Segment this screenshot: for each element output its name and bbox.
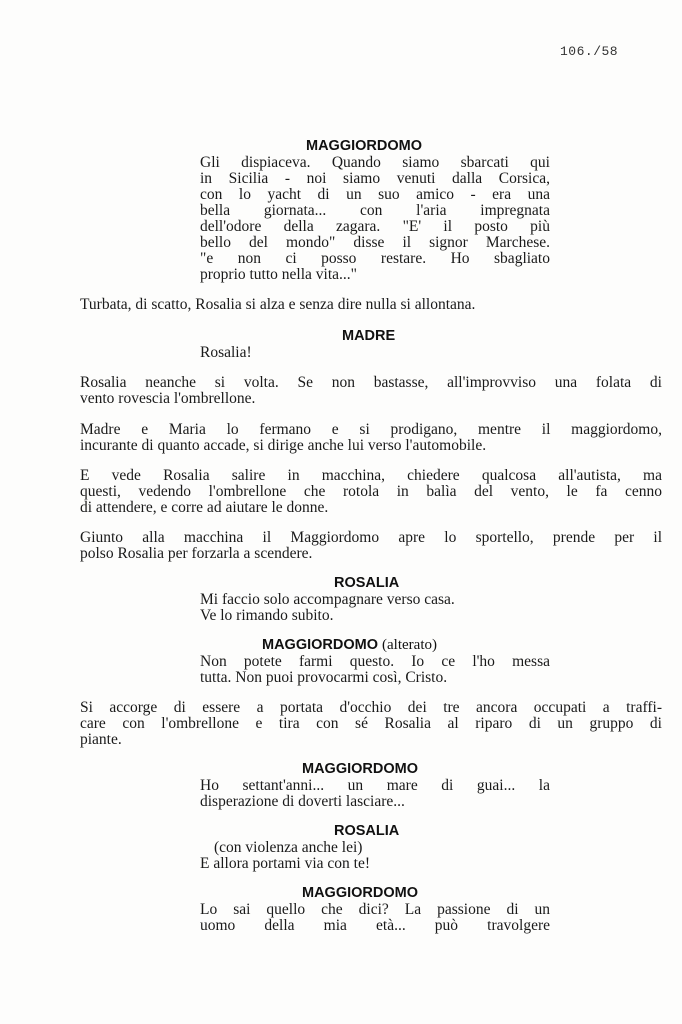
dialogue-line: tutta. Non puoi provocarmi così, Cristo. xyxy=(200,669,448,686)
dialogue-line: "e non ci posso restare. Ho sbagliato xyxy=(200,250,550,267)
dialogue-line: disperazione di doverti lasciare... xyxy=(200,793,405,810)
character-name: MAGGIORDOMO xyxy=(306,138,422,154)
character-name xyxy=(262,637,437,654)
dialogue-line: Gli dispiaceva. Quando siamo sbarcati qui xyxy=(200,154,550,171)
action-line: Rosalia neanche si volta. Se non bastasse, all'improvviso una folata di xyxy=(80,374,662,391)
dialogue-line: Lo sai quello che dici? La passione di un xyxy=(200,901,550,918)
dialogue-line: E allora portami via con te! xyxy=(200,855,371,872)
dialogue-line: Ve lo rimando subito. xyxy=(200,607,334,624)
dialogue-line: bella giornata... con l'aria impregnata xyxy=(200,202,550,219)
dialogue-line: proprio tutto nella vita..." xyxy=(200,266,357,283)
dialogue-line: Mi faccio solo accompagnare verso casa. xyxy=(200,591,455,608)
parenthetical: (alterato) xyxy=(382,637,437,653)
action-line: E vede Rosalia salire in macchina, chiedere qualcosa all'autista, ma xyxy=(80,467,662,484)
action-line: polso Rosalia per forzarla a scendere. xyxy=(80,545,313,562)
action-line: questi, vedendo l'ombrellone che rotola in balìa del vento, le fa cenno xyxy=(80,483,662,500)
action-line: care con l'ombrellone e tira con sé Rosalia al riparo di un gruppo di xyxy=(80,715,662,732)
action-line: piante. xyxy=(80,731,122,748)
action-line: Si accorge di essere a portata d'occhio dei tre ancora occupati a traffi- xyxy=(80,699,662,716)
action-line: vento rovescia l'ombrellone. xyxy=(80,390,256,407)
character-name: MAGGIORDOMO xyxy=(302,761,418,777)
character-name-text: MAGGIORDOMO xyxy=(262,637,378,653)
character-name: ROSALIA xyxy=(334,575,400,591)
action-paragraph: Turbata, di scatto, Rosalia si alza e senza dire nulla si allontana. xyxy=(80,296,476,313)
action-line: Giunto alla macchina il Maggiordomo apre lo sportello, prende per il xyxy=(80,529,662,546)
character-name: MAGGIORDOMO xyxy=(302,885,418,901)
dialogue-line: con lo yacht di un suo amico - era una xyxy=(200,186,550,203)
action-line: Madre e Maria lo fermano e si prodigano, mentre il maggiordomo, xyxy=(80,421,662,438)
character-name: ROSALIA xyxy=(334,823,400,839)
action-line: di attendere, e corre ad aiutare le donne. xyxy=(80,499,329,516)
dialogue-line: uomo della mia età... può travolgere xyxy=(200,917,550,934)
character-name: MADRE xyxy=(342,328,396,344)
dialogue-line: Non potete farmi questo. Io ce l'ho messa xyxy=(200,653,550,670)
page-number: 106./58 xyxy=(560,44,619,59)
dialogue-line: Rosalia! xyxy=(200,344,252,361)
dialogue-line: bello del mondo" disse il signor Marchese. xyxy=(200,234,550,251)
dialogue-line: dell'odore della zagara. "E' il posto più xyxy=(200,218,550,235)
action-line: incurante di quanto accade, si dirige anche lui verso l'automobile. xyxy=(80,437,487,454)
dialogue-line: in Sicilia - noi siamo venuti dalla Corsica, xyxy=(200,170,550,187)
parenthetical: (con violenza anche lei) xyxy=(214,839,363,856)
dialogue-line: Ho settant'anni... un mare di guai... la xyxy=(200,777,550,794)
